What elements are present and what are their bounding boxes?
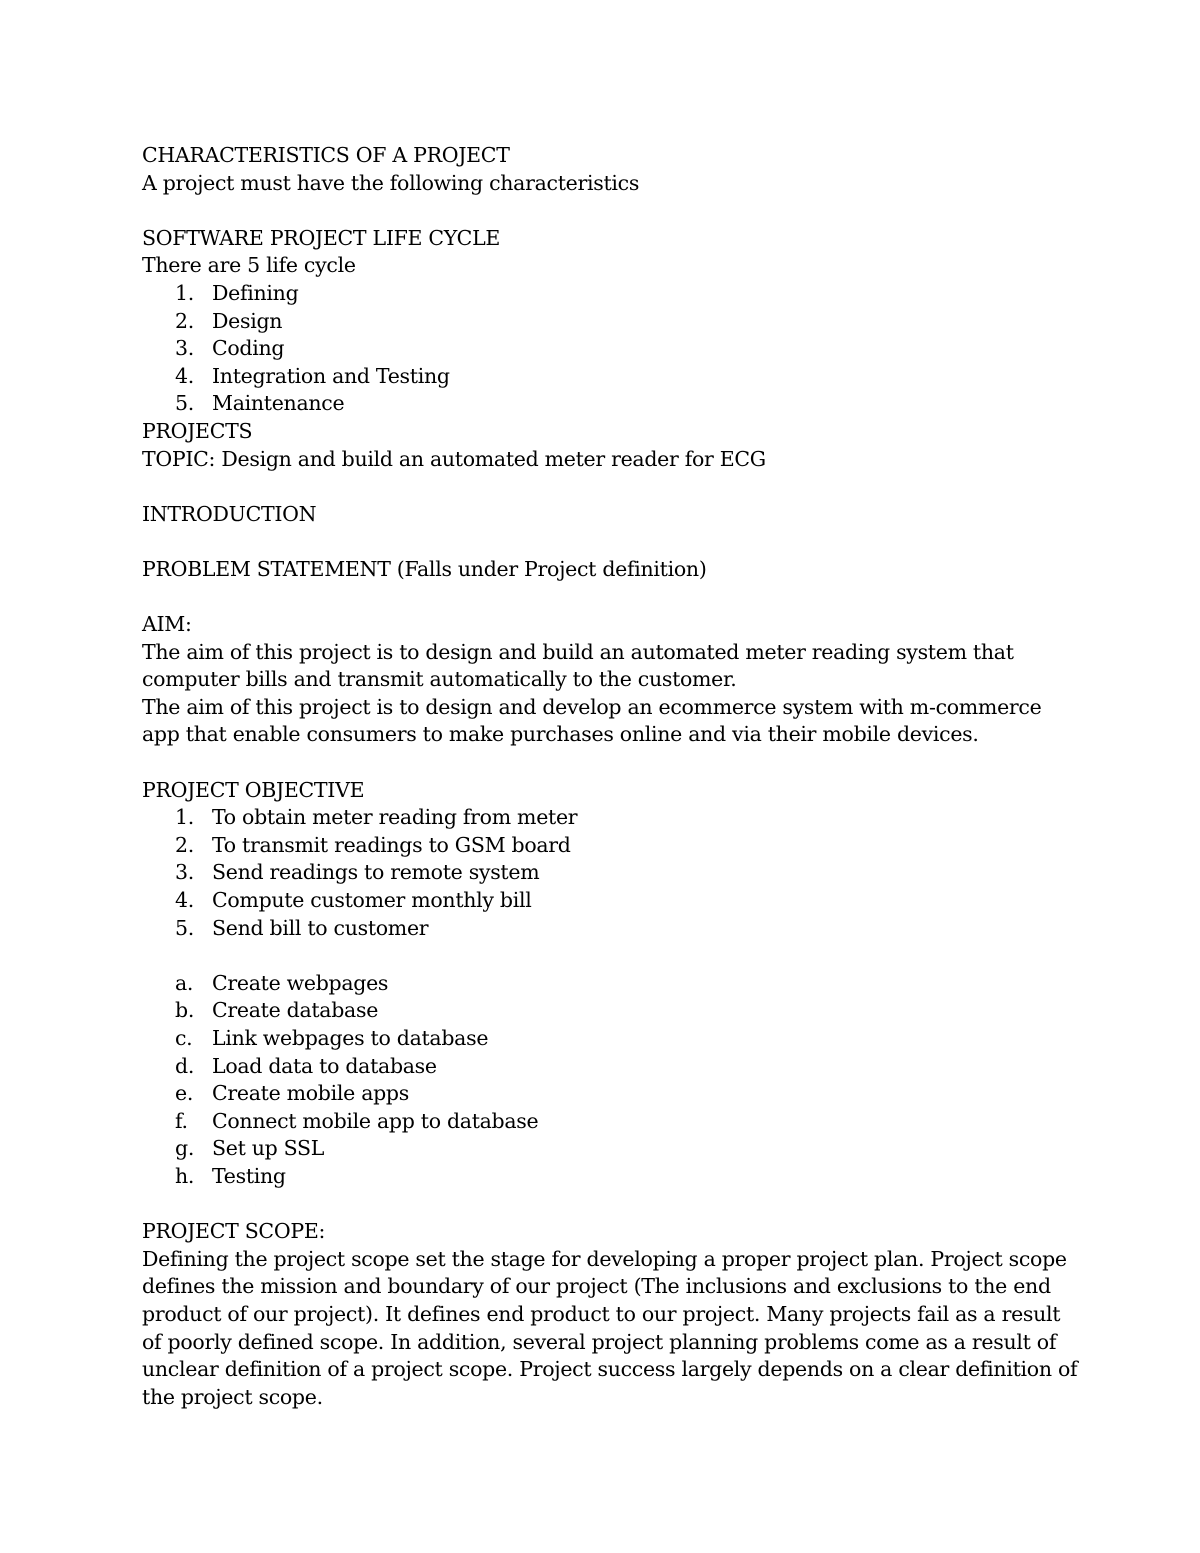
scope-line: the project scope. — [142, 1384, 323, 1409]
list-marker: h. — [175, 1163, 195, 1188]
project-topic: TOPIC: Design and build an automated meter reader for ECG — [142, 446, 766, 471]
list-item — [142, 1108, 1082, 1136]
list-item-text: Design — [212, 308, 283, 333]
list-item-text: Compute customer monthly bill — [212, 888, 532, 913]
heading-objective: PROJECT OBJECTIVE — [142, 777, 365, 802]
list-item — [142, 363, 1082, 391]
list-marker: 3. — [175, 860, 194, 885]
list-item — [142, 1025, 1082, 1053]
list-marker: b. — [175, 998, 195, 1023]
aim-line: The aim of this project is to design and build an automated meter reading system that — [142, 639, 1014, 664]
list-item — [142, 859, 1082, 887]
list-item — [142, 1080, 1082, 1108]
scope-line: product of our project). It defines end product to our project. Many projects fail as a result — [142, 1301, 1061, 1326]
life-cycle-intro: There are 5 life cycle — [142, 253, 356, 278]
list-item-text: Load data to database — [212, 1053, 437, 1078]
list-item — [142, 887, 1082, 915]
heading-characteristics: CHARACTERISTICS OF A PROJECT — [142, 143, 510, 167]
list-item — [142, 804, 1082, 832]
list-item — [142, 1135, 1082, 1163]
list-item — [142, 1163, 1082, 1191]
list-item-text: Coding — [212, 336, 285, 361]
aim-line: computer bills and transmit automatically to the customer. — [142, 667, 737, 692]
objective-alpha-list — [142, 970, 1082, 1191]
list-item-text: Integration and Testing — [212, 363, 450, 388]
list-item-text: Connect mobile app to database — [212, 1108, 539, 1133]
list-marker: e. — [175, 1081, 194, 1106]
heading-scope: PROJECT SCOPE: — [142, 1219, 326, 1244]
blank-line — [142, 749, 1082, 777]
blank-line — [142, 584, 1082, 612]
blank-line — [142, 473, 1082, 501]
heading-introduction: INTRODUCTION — [142, 501, 317, 526]
scope-line: defines the mission and boundary of our project (The inclusions and exclusions to the end — [142, 1274, 1051, 1299]
list-item-text: Defining — [212, 280, 299, 305]
document-page — [142, 142, 1082, 1411]
blank-line — [142, 197, 1082, 225]
list-marker: d. — [175, 1053, 195, 1078]
list-item-text: Create database — [212, 998, 379, 1023]
list-marker: f. — [175, 1108, 188, 1133]
list-marker: a. — [175, 970, 194, 995]
list-item — [142, 997, 1082, 1025]
list-item-text: To obtain meter reading from meter — [212, 805, 578, 830]
blank-line — [142, 1191, 1082, 1219]
blank-line — [142, 942, 1082, 970]
scope-line: unclear definition of a project scope. Project success largely depends on a clear definition of — [142, 1357, 1078, 1382]
list-item — [142, 308, 1082, 336]
aim-paragraph — [142, 639, 1082, 749]
characteristics-intro: A project must have the following characteristics — [142, 170, 640, 195]
list-item-text: Create mobile apps — [212, 1081, 409, 1106]
blank-line — [142, 528, 1082, 556]
heading-life-cycle: SOFTWARE PROJECT LIFE CYCLE — [142, 225, 501, 250]
list-item — [142, 280, 1082, 308]
list-marker: 1. — [175, 805, 194, 830]
objective-list — [142, 804, 1082, 942]
list-marker: 2. — [175, 308, 194, 333]
heading-projects: PROJECTS — [142, 418, 253, 443]
scope-line: of poorly defined scope. In addition, several project planning problems come as a result of — [142, 1329, 1057, 1354]
list-item — [142, 335, 1082, 363]
list-marker: g. — [175, 1136, 195, 1161]
aim-line: app that enable consumers to make purchases online and via their mobile devices. — [142, 722, 979, 747]
heading-problem-statement: PROBLEM STATEMENT (Falls under Project definition) — [142, 556, 707, 581]
list-item — [142, 832, 1082, 860]
list-item-text: Send bill to customer — [212, 915, 429, 940]
scope-line: Defining the project scope set the stage for developing a proper project plan. Project scope — [142, 1246, 1067, 1271]
list-item-text: To transmit readings to GSM board — [212, 832, 571, 857]
list-item — [142, 915, 1082, 943]
list-marker: 1. — [175, 280, 194, 305]
list-item-text: Maintenance — [212, 391, 345, 416]
list-marker: 4. — [175, 888, 194, 913]
list-item — [142, 970, 1082, 998]
list-item — [142, 390, 1082, 418]
list-item-text: Create webpages — [212, 970, 389, 995]
heading-aim: AIM: — [142, 612, 192, 637]
list-marker: 2. — [175, 832, 194, 857]
list-marker: c. — [175, 1026, 193, 1050]
list-marker: 5. — [175, 391, 194, 416]
list-item-text: Set up SSL — [212, 1136, 325, 1161]
list-item-text: Link webpages to database — [212, 1026, 489, 1050]
list-item-text: Testing — [212, 1163, 286, 1188]
aim-line: The aim of this project is to design and develop an ecommerce system with m-commerce — [142, 694, 1042, 719]
list-item-text: Send readings to remote system — [212, 860, 540, 885]
life-cycle-list — [142, 280, 1082, 418]
list-marker: 4. — [175, 363, 194, 388]
list-item — [142, 1053, 1082, 1081]
list-marker: 5. — [175, 915, 194, 940]
list-marker: 3. — [175, 336, 194, 361]
scope-paragraph — [142, 1246, 1082, 1412]
